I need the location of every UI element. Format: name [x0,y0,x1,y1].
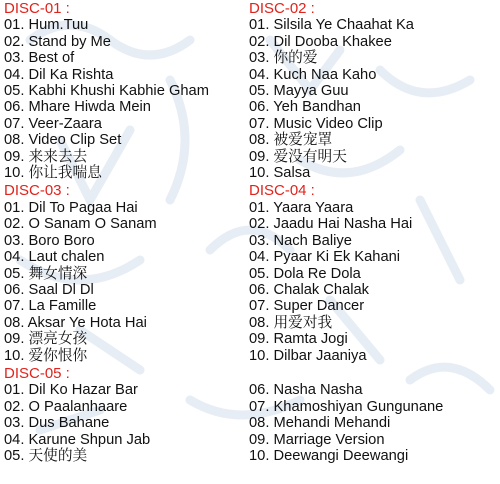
track-item: 05. Mayya Guu [249,83,349,100]
right-column [249,1,495,466]
disc-05-title: DISC-05 : [4,364,70,382]
track-item: 04. Kuch Naa Kaho [249,66,377,83]
track-item: 07. La Famille [4,298,97,315]
track-item: 01. Dil Ko Hazar Bar [4,382,138,399]
track-item: 05. Dola Re Dola [249,265,361,282]
track-item: 02. O Paalanhaare [4,398,128,415]
disc-05-title-spacer [249,366,495,382]
track-item: 08. 被爱宠罩 [249,132,333,149]
track-item: 02. Dil Dooba Khakee [249,33,392,50]
track-item: 03. Dus Bahane [4,415,110,432]
track-item: 10. 爱你恨你 [4,347,88,364]
track-item: 07. Veer-Zaara [4,115,102,132]
track-item: 01. Dil To Pagaa Hai [4,199,138,216]
disc-05-section [4,366,250,464]
track-item: 02. Jaadu Hai Nasha Hai [249,216,413,233]
track-item: 04. Karune Shpun Jab [4,431,151,448]
track-item: 08. Video Clip Set [4,132,122,149]
left-column [4,1,250,466]
track-item: 09. 爱没有明天 [249,148,347,165]
disc-04-section [249,183,495,363]
track-item: 06. Saal Dl Dl [4,281,94,298]
track-item: 03. Boro Boro [4,232,95,249]
track-item: 07. Khamoshiyan Gungunane [249,398,444,415]
track-item: 09. Ramta Jogi [249,331,348,348]
track-item: 09. Marriage Version [249,431,385,448]
track-item: 10. Dilbar Jaaniya [249,347,367,364]
track-item: 06. Mhare Hiwda Mein [4,99,151,116]
track-item: 07. Super Dancer [249,298,365,315]
disc-02-section [249,1,495,181]
track-item: 06. Yeh Bandhan [249,99,361,116]
track-item: 01. Hum.Tuu [4,17,89,34]
track-item: 03. Nach Baliye [249,232,352,249]
track-item: 08. Mehandi Mehandi [249,415,391,432]
track-item: 05. 天使的美 [4,447,88,464]
track-item: 09. 漂亮女孩 [4,331,88,348]
track-item: 02. Stand by Me [4,33,111,50]
track-item: 02. O Sanam O Sanam [4,216,157,233]
disc-03-title: DISC-03 : [4,182,70,200]
disc-03-section [4,183,250,363]
disc-05-continued-section [249,366,495,464]
track-item: 07. Music Video Clip [249,115,383,132]
track-item: 04. Pyaar Ki Ek Kahani [249,249,401,266]
track-item: 09. 来来去去 [4,148,88,165]
track-item: 01. Yaara Yaara [249,199,354,216]
track-item: 06. Nasha Nasha [249,382,363,399]
track-item: 04. Dil Ka Rishta [4,66,114,83]
track-item: 05. 舞女情深 [4,265,88,282]
disc-04-title: DISC-04 : [249,182,315,200]
track-item: 04. Laut chalen [4,249,105,266]
track-item: 08. 用爱对我 [249,314,333,331]
track-item: 06. Chalak Chalak [249,281,370,298]
disc-01-section [4,1,250,181]
track-item: 10. Deewangi Deewangi [249,447,409,464]
track-item: 03. 你的爱 [249,50,318,67]
track-item: 08. Aksar Ye Hota Hai [4,314,147,331]
track-item: 10. 你让我喘息 [4,165,102,182]
track-item: 05. Kabhi Khushi Kabhie Gham [4,83,209,100]
track-item: 01. Silsila Ye Chaahat Ka [249,17,414,34]
disc-01-title: DISC-01 : [4,0,70,17]
disc-02-title: DISC-02 : [249,0,315,17]
track-item: 03. Best of [4,50,75,67]
track-item: 10. Salsa [249,165,311,182]
